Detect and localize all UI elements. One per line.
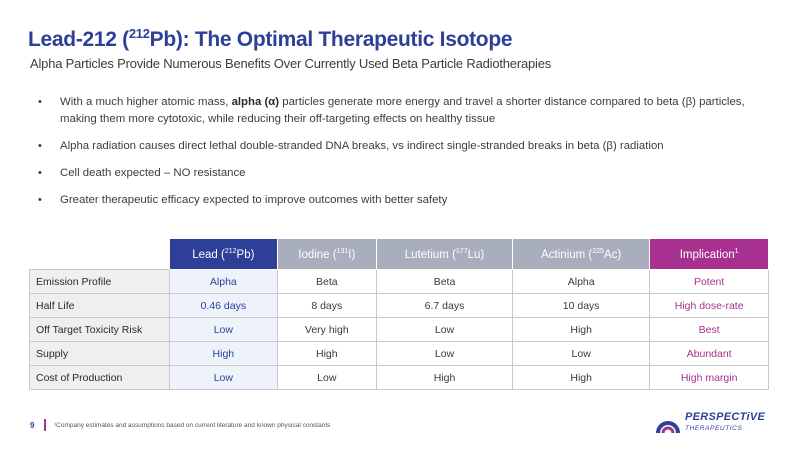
row-label: Cost of Production — [30, 366, 170, 390]
logo-subtitle: THERAPEUTICS — [685, 425, 743, 432]
bullet-item — [38, 165, 778, 182]
table-cell: High — [513, 366, 650, 390]
table-row — [30, 318, 769, 342]
logo-name: PERSPECTiVE — [685, 411, 766, 423]
page-number: 9 — [30, 421, 35, 430]
company-logo — [655, 410, 775, 438]
bullet-text: Cell death expected – NO resistance — [60, 167, 246, 179]
table-cell: 8 days — [277, 294, 376, 318]
table-cell: 10 days — [513, 294, 650, 318]
table-cell: Low — [376, 342, 512, 366]
footnote: ¹Company estimates and assumptions based on current literature and known physical constants — [54, 422, 331, 429]
bullet-list — [38, 94, 778, 219]
table-row — [30, 342, 769, 366]
header-lutetium: Lutetium ($^{177}$Lu) — [376, 239, 512, 270]
table-cell: High — [376, 366, 512, 390]
table-cell: High dose-rate — [650, 294, 769, 318]
table-row — [30, 294, 769, 318]
bullet-item — [38, 192, 778, 209]
bullet-text: Alpha radiation causes direct lethal double-stranded DNA breaks, vs indirect single-stranded breaks in beta (β) radiation — [60, 140, 664, 152]
table-cell: Low — [277, 366, 376, 390]
table-cell: Abundant — [650, 342, 769, 366]
table-row — [30, 366, 769, 390]
table-cell: Low — [170, 318, 278, 342]
bullet-text: particles generate more energy and travel a shorter distance compared to beta (β) particles, making them more cytotoxic, while reducing their off-targeting effects on healthy tissue — [60, 96, 745, 125]
footer-divider — [44, 419, 46, 431]
table-cell: Alpha — [513, 270, 650, 294]
perspective-logo-icon — [655, 411, 681, 437]
table-cell: High — [277, 342, 376, 366]
table-header-row — [30, 239, 769, 270]
table-cell: Beta — [376, 270, 512, 294]
table-cell: 6.7 days — [376, 294, 512, 318]
table-cell: High margin — [650, 366, 769, 390]
table-cell: Low — [513, 342, 650, 366]
table-row — [30, 270, 769, 294]
isotope-comparison-table — [29, 238, 769, 390]
row-label: Supply — [30, 342, 170, 366]
bullet-text: With a much higher atomic mass, — [60, 96, 232, 108]
bullet-item — [38, 138, 778, 155]
header-iodine: Iodine ($^{131}$I) — [277, 239, 376, 270]
table-cell: Alpha — [170, 270, 278, 294]
table-cell: Best — [650, 318, 769, 342]
bullet-emphasis: alpha (α) — [231, 96, 280, 108]
bullet-text: Greater therapeutic efficacy expected to improve outcomes with better safety — [60, 194, 448, 206]
page-title — [28, 26, 512, 52]
row-label: Emission Profile — [30, 270, 170, 294]
header-blank — [30, 239, 170, 270]
header-implication: Implication$^1$ — [650, 239, 769, 270]
row-label: Off Target Toxicity Risk — [30, 318, 170, 342]
title-superscript: 212 — [128, 26, 150, 41]
table-cell: Low — [170, 366, 278, 390]
header-actinium: Actinium ($^{225}$Ac) — [513, 239, 650, 270]
table-cell: High — [170, 342, 278, 366]
table-cell: Beta — [277, 270, 376, 294]
table-cell: Very high — [277, 318, 376, 342]
table-cell: High — [513, 318, 650, 342]
title-prefix: Lead-212 ( — [28, 28, 129, 51]
table-cell: Potent — [650, 270, 769, 294]
header-lead: Lead ($^{212}$Pb) — [170, 239, 278, 270]
row-label: Half Life — [30, 294, 170, 318]
table-cell: 0.46 days — [170, 294, 278, 318]
bullet-item — [38, 94, 778, 128]
title-suffix: Pb): The Optimal Therapeutic Isotope — [149, 28, 513, 51]
page-subtitle: Alpha Particles Provide Numerous Benefits Over Currently Used Beta Particle Radiotherapies — [30, 56, 552, 71]
table-cell: Low — [376, 318, 512, 342]
